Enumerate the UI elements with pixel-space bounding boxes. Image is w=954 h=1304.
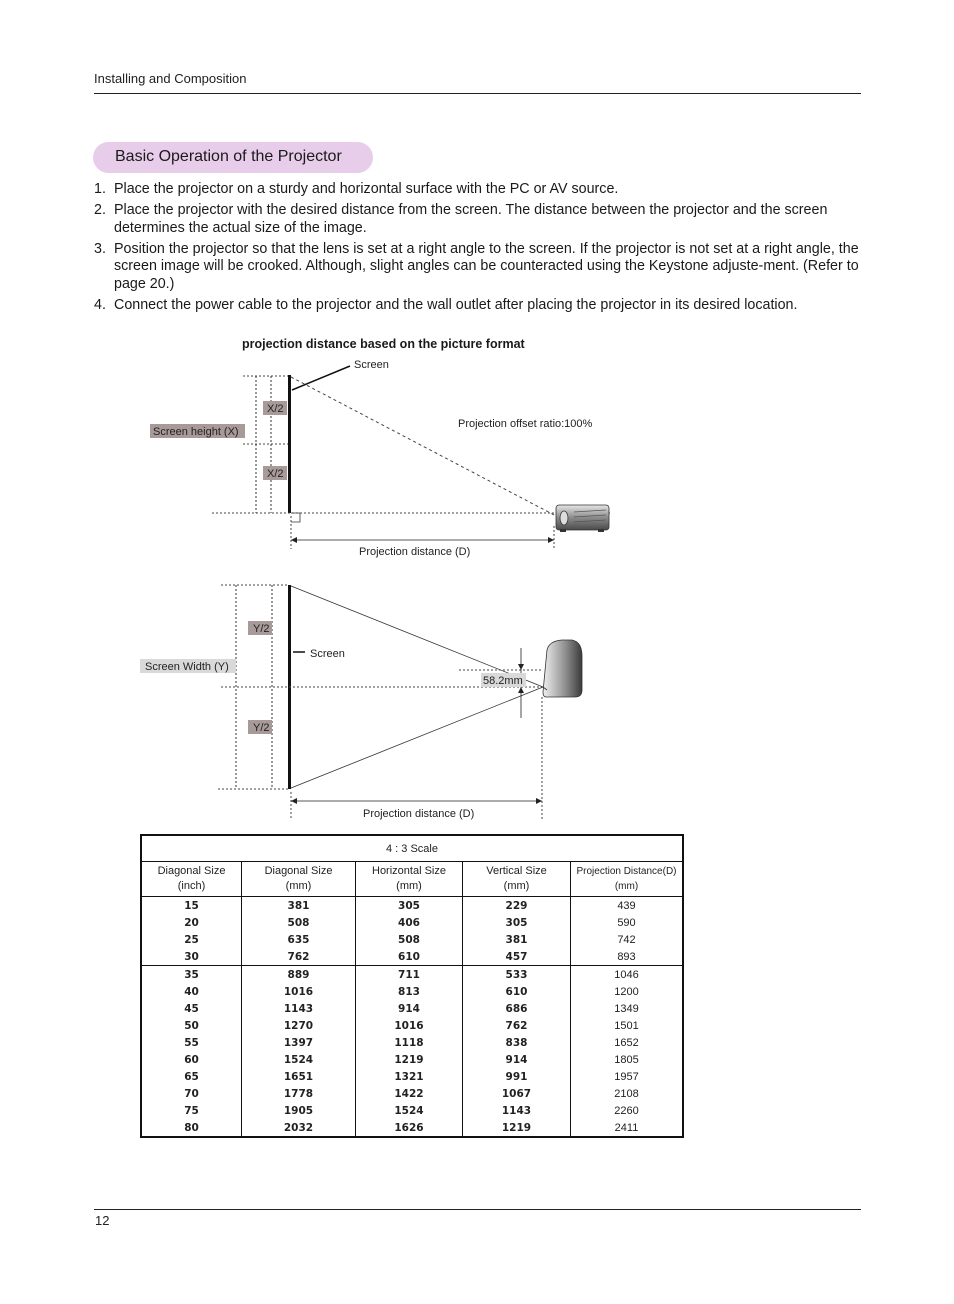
table-cell: 508 (356, 931, 463, 948)
table-cell: 1501 (571, 1017, 684, 1034)
arrow-head (548, 537, 554, 543)
table-row (141, 1102, 683, 1119)
table-cell: 889 (242, 966, 356, 984)
table-cell: 439 (571, 897, 684, 915)
page-number: 12 (95, 1213, 110, 1228)
table-cell: 2108 (571, 1085, 684, 1102)
table-cell: 1118 (356, 1034, 463, 1051)
table-cell: 1143 (242, 1000, 356, 1017)
step-text: Place the projector with the desired distance from the screen. The distance between the projector and the screen determines the actual size of the image. (114, 202, 828, 236)
table-cell: 533 (463, 966, 571, 984)
table-cell: 1016 (356, 1017, 463, 1034)
screen-width-label: Screen Width (Y) (145, 661, 229, 673)
arrow-head (291, 537, 297, 543)
table-row (141, 1068, 683, 1085)
table-cell: 381 (242, 897, 356, 915)
table-cell: 55 (141, 1034, 242, 1051)
table-row (141, 966, 683, 984)
table-row (141, 914, 683, 931)
table-cell: 1143 (463, 1102, 571, 1119)
table-row (141, 1119, 683, 1137)
table-row (141, 983, 683, 1000)
table-row (141, 897, 683, 915)
section-title: Basic Operation of the Projector (115, 148, 342, 165)
side-view-diagram (150, 359, 612, 558)
table-scale-header: 4 : 3 Scale (141, 835, 683, 862)
table-row (141, 1017, 683, 1034)
screen-height-label: Screen height (X) (153, 426, 239, 438)
table-cell: 762 (242, 948, 356, 966)
step-text: Connect the power cable to the projector and the wall outlet after placing the projector in its desired location. (114, 296, 798, 313)
table-cell: 914 (463, 1051, 571, 1068)
table-cell: 508 (242, 914, 356, 931)
table-cell: 1046 (571, 966, 684, 984)
table-cell: 1957 (571, 1068, 684, 1085)
table-cell: 1219 (463, 1119, 571, 1137)
table-cell: 1349 (571, 1000, 684, 1017)
table-cell: 305 (463, 914, 571, 931)
table-cell: 229 (463, 897, 571, 915)
table-cell: 1652 (571, 1034, 684, 1051)
y-half-label: Y/2 (253, 623, 270, 635)
table-cell: 1321 (356, 1068, 463, 1085)
table-cell: 15 (141, 897, 242, 915)
column-header: Vertical Size (mm) (463, 862, 571, 897)
column-header: Horizontal Size (mm) (356, 862, 463, 897)
x-half-label: X/2 (267, 403, 284, 415)
screen-label: Screen (310, 648, 345, 660)
table-cell: 40 (141, 983, 242, 1000)
table-cell: 686 (463, 1000, 571, 1017)
step-text: Place the projector on a sturdy and horizontal surface with the PC or AV source. (114, 181, 619, 197)
table-cell: 457 (463, 948, 571, 966)
table-cell: 70 (141, 1085, 242, 1102)
arrow-head (518, 664, 524, 670)
table-cell: 1219 (356, 1051, 463, 1068)
table-cell: 1200 (571, 983, 684, 1000)
screen-edge (288, 375, 291, 513)
footer-divider (94, 1209, 861, 1210)
table-cell: 65 (141, 1068, 242, 1085)
arrow-head (518, 687, 524, 693)
table-row (141, 1051, 683, 1068)
table-cell: 1626 (356, 1119, 463, 1137)
step-number: 2. (94, 202, 106, 218)
table-cell: 80 (141, 1119, 242, 1137)
table-cell: 60 (141, 1051, 242, 1068)
table-cell: 45 (141, 1000, 242, 1017)
table-cell: 381 (463, 931, 571, 948)
column-header: Diagonal Size (inch) (141, 862, 242, 897)
table-cell: 1397 (242, 1034, 356, 1051)
arrow-head (291, 798, 297, 804)
offset-ratio-label: Projection offset ratio:100% (458, 418, 593, 430)
projection-distance-table (140, 834, 684, 1138)
table-cell: 305 (356, 897, 463, 915)
table-cell: 1422 (356, 1085, 463, 1102)
table-cell: 1651 (242, 1068, 356, 1085)
table-cell: 914 (356, 1000, 463, 1017)
projection-beam-line (291, 377, 558, 517)
x-half-label: X/2 (267, 468, 284, 480)
table-row (141, 1034, 683, 1051)
table-row (141, 948, 683, 966)
column-header: Projection Distance(D) (mm) (571, 862, 684, 897)
table-cell: 1270 (242, 1017, 356, 1034)
top-view-diagram (140, 585, 582, 820)
y-half-label: Y/2 (253, 722, 270, 734)
table-cell: 838 (463, 1034, 571, 1051)
projection-distance-label: Projection distance (D) (359, 546, 471, 558)
table-cell: 20 (141, 914, 242, 931)
table-cell: 991 (463, 1068, 571, 1085)
projection-beam-line (291, 586, 543, 687)
table-cell: 1524 (356, 1102, 463, 1119)
table-cell: 1524 (242, 1051, 356, 1068)
table-cell: 762 (463, 1017, 571, 1034)
table-cell: 50 (141, 1017, 242, 1034)
table-cell: 2411 (571, 1119, 684, 1137)
table-cell: 2260 (571, 1102, 684, 1119)
screen-leader-line (292, 366, 350, 390)
table-cell: 813 (356, 983, 463, 1000)
arrow-head (536, 798, 542, 804)
table-cell: 711 (356, 966, 463, 984)
projector-top-icon (543, 640, 582, 697)
table-cell: 1067 (463, 1085, 571, 1102)
table-cell: 25 (141, 931, 242, 948)
screen-label: Screen (354, 359, 389, 371)
table-cell: 1016 (242, 983, 356, 1000)
step-text: Position the projector so that the lens is set at a right angle to the screen. If the projector is not set at a right angle, the screen image will be crooked. Although, slight angles can be counteracted using the Keystone adjuste-ment. (Refer to page 20.) (114, 240, 859, 292)
table-cell: 1778 (242, 1085, 356, 1102)
table-cell: 610 (356, 948, 463, 966)
table-cell: 30 (141, 948, 242, 966)
step-number: 4. (94, 296, 106, 313)
table-row (141, 931, 683, 948)
projector-side-icon (556, 505, 609, 532)
table-row (141, 1085, 683, 1102)
table-cell: 1905 (242, 1102, 356, 1119)
running-header: Installing and Composition (94, 71, 247, 86)
table-row (141, 1000, 683, 1017)
table-cell: 406 (356, 914, 463, 931)
projection-beam-line (291, 687, 543, 788)
table-cell: 893 (571, 948, 684, 966)
table-cell: 742 (571, 931, 684, 948)
projection-distance-label: Projection distance (D) (363, 808, 475, 820)
table-cell: 1805 (571, 1051, 684, 1068)
right-angle-marker (291, 513, 300, 522)
lens-offset-label: 58.2mm (483, 675, 523, 687)
step-number: 1. (94, 181, 106, 197)
table-cell: 2032 (242, 1119, 356, 1137)
column-header: Diagonal Size (mm) (242, 862, 356, 897)
diagram-title: projection distance based on the picture format (242, 337, 525, 351)
table-cell: 590 (571, 914, 684, 931)
table-cell: 635 (242, 931, 356, 948)
table-cell: 75 (141, 1102, 242, 1119)
table-body (141, 897, 683, 1138)
step-number: 3. (94, 240, 106, 257)
table-cell: 610 (463, 983, 571, 1000)
table-cell: 35 (141, 966, 242, 984)
